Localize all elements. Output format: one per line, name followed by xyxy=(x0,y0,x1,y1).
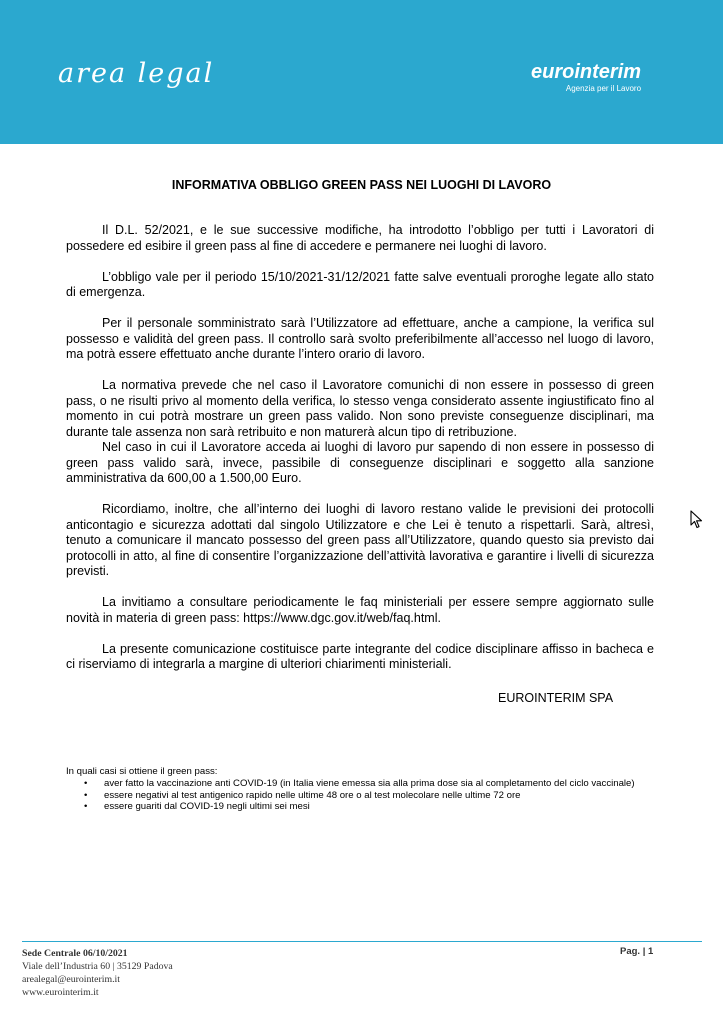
notes-heading: In quali casi si ottiene il green pass: xyxy=(66,766,218,777)
page-number: Pag. | 1 xyxy=(620,946,654,957)
footer-email: arealegal@eurointerim.it xyxy=(22,974,120,985)
paragraph-4: La normativa prevede che nel caso il Lavoratore comunichi di non essere in possesso di green pass, o ne risulti privo al momento della verifica, lo stesso venga considerato assente ingiustificato fino al momento in cui potrà mostrare un green pass valido. Non sono previste conseguenze disciplinari, ma durante tale assenza non sarà retribuito e non maturerà alcun tipo di retribuzione. xyxy=(66,378,654,439)
footer-address xyxy=(22,947,173,999)
footer-street: Viale dell’Industria 60 | 35129 Padova xyxy=(22,961,173,972)
paragraph-5: Nel caso in cui il Lavoratore acceda ai luoghi di lavoro pur sapendo di non essere in possesso di green pass valido sarà, invece, passibile di conseguenze disciplinari e soggetto alla sanzione amministrativa da 600,00 a 1.500,00 Euro. xyxy=(66,440,654,485)
document-title: INFORMATIVA OBBLIGO GREEN PASS NEI LUOGHI DI LAVORO xyxy=(171,178,552,192)
mouse-pointer-icon xyxy=(690,510,704,535)
eurointerim-logo-tagline: Agenzia per il Lavoro xyxy=(565,84,642,93)
paragraph-2: L’obbligo vale per il periodo 15/10/2021-31/12/2021 fatte salve eventuali proroghe legate allo stato di emergenza. xyxy=(66,269,654,299)
paragraph-3: Per il personale somministrato sarà l’Utilizzatore ad effettuare, anche a campione, la verifica sul possesso e validità del green pass. Il controllo sarà svolto preferibilmente all’accesso nel luogo di lavoro, ma potrà essere effettuato anche durante l’intero orario di lavoro. xyxy=(66,316,654,361)
paragraph-6: Ricordiamo, inoltre, che all’interno dei luoghi di lavoro restano valide le previsioni dei protocolli anticontagio e sicurezza adottati dal singolo Utilizzatore e che Lei è tenuto a rispettarli. Sarà, altresì, tenuto a comunicare il mancato possesso del green pass all’Utilizzatore, quando questo sia previsto dai protocolli in atto, al fine di consentire l’organizzazione dell’attività lavorativa e garantire i livelli di sicurezza previsti. xyxy=(66,502,654,578)
eurointerim-logo-word: eurointerim xyxy=(531,61,642,83)
paragraph-7: La invitiamo a consultare periodicamente le faq ministeriali per essere sempre aggiornato sulle novità in materia di green pass: https://www.dgc.gov.it/web/faq.html. xyxy=(66,595,654,625)
paragraph-8: La presente comunicazione costituisce parte integrante del codice disciplinare affisso in bacheca e ci riserviamo di integrarla a margine di ulteriori chiarimenti ministeriali. xyxy=(66,641,654,671)
footer-website: www.eurointerim.it xyxy=(22,987,99,998)
notes-item: • essere guariti dal COVID-19 negli ultimi sei mesi xyxy=(96,801,656,813)
notes-item: • aver fatto la vaccinazione anti COVID-19 (in Italia viene emessa sia alla prima dose sia al completamento del ciclo vaccinale) xyxy=(96,778,656,790)
notes-list xyxy=(66,778,656,813)
document-body xyxy=(66,223,654,688)
area-legal-logo: area legal xyxy=(58,58,215,89)
paragraph-1: Il D.L. 52/2021, e le sue successive modifiche, ha introdotto l’obbligo per tutti i Lavoratori di possedere ed esibire il green pass al fine di accedere e permanere nei luoghi di lavoro. xyxy=(66,223,654,253)
page-header-banner xyxy=(0,0,723,144)
footer-divider xyxy=(22,941,702,942)
green-pass-notes xyxy=(66,766,656,813)
notes-item: • essere negativi al test antigenico rapido nelle ultime 48 ore o al test molecolare nelle ultime 72 ore xyxy=(96,790,656,802)
footer-headquarters: Sede Centrale 06/10/2021 xyxy=(22,948,128,959)
eurointerim-logo xyxy=(531,62,641,93)
signature: EUROINTERIM SPA xyxy=(498,691,614,705)
